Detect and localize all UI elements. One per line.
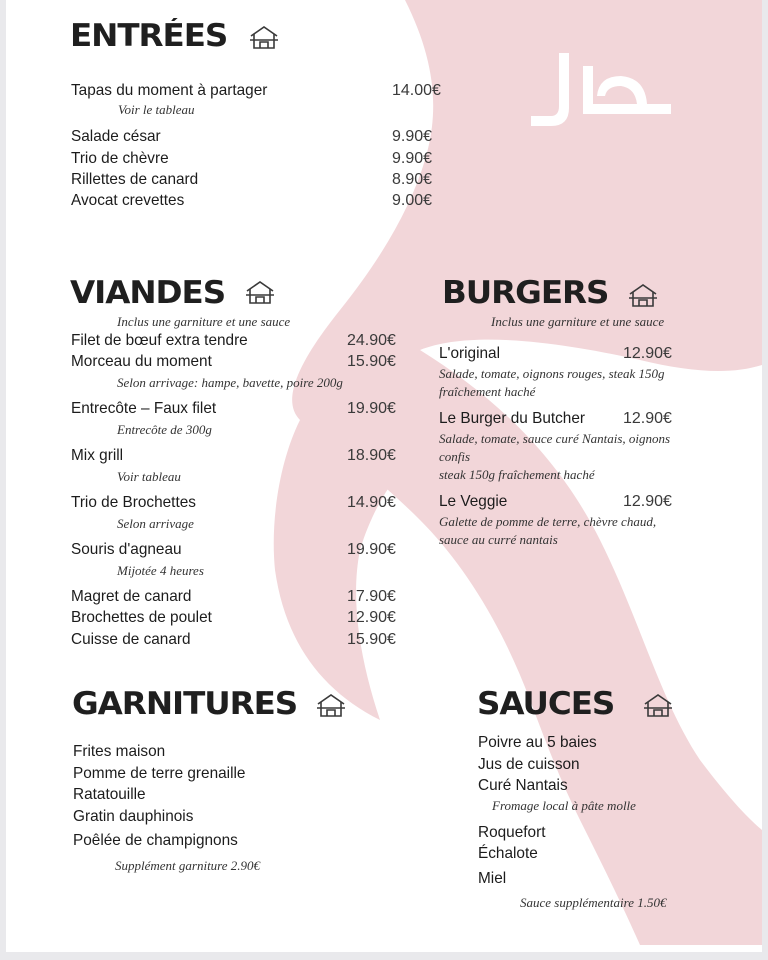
menu-item-name: Rillettes de canard xyxy=(71,171,199,188)
menu-item-price: 12.90€ xyxy=(347,609,396,626)
menu-item-description: confis xyxy=(439,449,471,464)
menu-item-description: Salade, tomate, sauce curé Nantais, oignons xyxy=(439,431,671,446)
menu-item-note: Selon arrivage xyxy=(117,516,194,531)
menu-item-name: Filet de bœuf extra tendre xyxy=(71,332,248,349)
menu-item-note: Selon arrivage: hampe, bavette, poire 200g xyxy=(117,375,343,390)
menu-item-name: Souris d'agneau xyxy=(71,541,182,558)
sauce-item: Miel xyxy=(478,870,507,887)
menu-item-price: 12.90€ xyxy=(623,493,672,510)
house-icon xyxy=(244,279,276,307)
menu-item-note: Voir le tableau xyxy=(118,102,195,117)
sauces-title: SAUCES xyxy=(477,686,615,722)
garniture-item: Poêlée de champignons xyxy=(73,832,238,849)
house-icon xyxy=(642,692,674,720)
menu-item-description: steak 150g fraîchement haché xyxy=(439,467,595,482)
viandes-subtitle: Inclus une garniture et une sauce xyxy=(117,314,291,329)
house-icon xyxy=(248,24,280,52)
sauce-item: Échalote xyxy=(478,845,538,862)
garnitures-title: GARNITURES xyxy=(72,686,298,722)
sauce-item: Roquefort xyxy=(478,824,546,841)
menu-item-price: 19.90€ xyxy=(347,400,396,417)
menu-item-name: Brochettes de poulet xyxy=(71,609,212,626)
menu-item-name: Le Veggie xyxy=(439,493,508,510)
menu-item-note: Mijotée 4 heures xyxy=(117,563,204,578)
menu-item-price: 9.90€ xyxy=(392,128,433,145)
menu-item-price: 18.90€ xyxy=(347,447,396,464)
menu-item-name: Tapas du moment à partager xyxy=(71,82,268,99)
menu-item-description: Galette de pomme de terre, chèvre chaud, xyxy=(439,514,657,529)
menu-item-name: Le Burger du Butcher xyxy=(439,410,586,427)
menu-item-name: L'original xyxy=(439,345,501,362)
menu-item-price: 14.90€ xyxy=(347,494,396,511)
menu-item-price: 15.90€ xyxy=(347,631,396,648)
menu-item-description: fraîchement haché xyxy=(439,384,536,399)
menu-item-price: 8.90€ xyxy=(392,171,433,188)
menu-item-price: 14.00€ xyxy=(392,82,441,99)
menu-item-price: 12.90€ xyxy=(623,410,672,427)
menu-item-name: Mix grill xyxy=(71,447,124,464)
menu-item-name: Trio de chèvre xyxy=(71,150,169,167)
burgers-subtitle: Inclus une garniture et une sauce xyxy=(491,314,665,329)
garniture-item: Ratatouille xyxy=(73,786,146,803)
menu-item-note: Entrecôte de 300g xyxy=(117,422,212,437)
menu-item-name: Cuisse de canard xyxy=(71,631,191,648)
garniture-supplement: Supplément garniture 2.90€ xyxy=(115,858,261,873)
menu-item-price: 12.90€ xyxy=(623,345,672,362)
menu-item-name: Trio de Brochettes xyxy=(71,494,196,511)
menu-item-name: Magret de canard xyxy=(71,588,192,605)
left-border xyxy=(0,0,6,960)
garniture-item: Gratin dauphinois xyxy=(73,808,194,825)
menu-item-price: 9.90€ xyxy=(392,150,433,167)
menu-item-price: 15.90€ xyxy=(347,353,396,370)
burgers-title: BURGERS xyxy=(442,275,609,311)
sauce-item: Poivre au 5 baies xyxy=(478,734,597,751)
menu-item-price: 17.90€ xyxy=(347,588,396,605)
menu-item-name: Salade césar xyxy=(71,128,161,145)
bottom-border xyxy=(0,952,768,960)
menu-item-description: sauce au curré nantais xyxy=(439,532,558,547)
sauce-note: Fromage local à pâte molle xyxy=(492,798,636,813)
garniture-item: Frites maison xyxy=(73,743,166,760)
garniture-item: Pomme de terre grenaille xyxy=(73,765,246,782)
sauce-supplement: Sauce supplémentaire 1.50€ xyxy=(520,895,667,910)
menu-item-name: Avocat crevettes xyxy=(71,192,185,209)
menu-item-description: Salade, tomate, oignons rouges, steak 150g xyxy=(439,366,665,381)
halal-logo xyxy=(525,48,675,133)
menu-item-note: Voir tableau xyxy=(117,469,181,484)
entrees-title: ENTRÉES xyxy=(70,18,228,54)
viandes-title: VIANDES xyxy=(70,275,226,311)
menu-item-price: 9.00€ xyxy=(392,192,433,209)
menu-item-price: 19.90€ xyxy=(347,541,396,558)
sauce-item: Curé Nantais xyxy=(478,777,568,794)
menu-item-price: 24.90€ xyxy=(347,332,396,349)
house-icon xyxy=(315,692,347,720)
menu-item-name: Morceau du moment xyxy=(71,353,212,370)
right-border xyxy=(762,0,768,960)
house-icon xyxy=(627,282,659,310)
sauce-item: Jus de cuisson xyxy=(478,756,580,773)
menu-item-name: Entrecôte – Faux filet xyxy=(71,400,217,417)
